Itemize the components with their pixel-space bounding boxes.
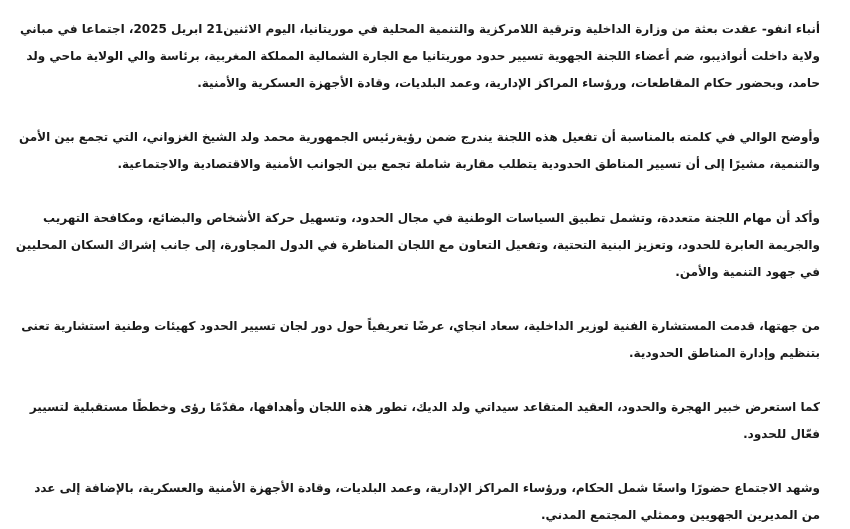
article-body: [14, 16, 820, 529]
paragraph-advisor-presentation: من جهتها، قدمت المستشارة الفنية لوزير الداخلية، سعاد انجاي، عرضًا تعريفياً حول دور لجان تسيير الحدود كهيئات وطنية استشارية تعنى بتنظيم وإدارة المناطق الحدودية.: [21, 319, 820, 360]
paragraph-intro: أنباء انفو- عقدت بعثة من وزارة الداخلية وترقية اللامركزية والتنمية المحلية في موريتانيا، اليوم الاثنين21 ابريل 2025، اجتماعا في مباني ولاية داخلت أنواذيبو، ضم أعضاء اللجنة الجهوية تسيير حدود موريتانيا مع الجارة الشمالية المملكة المغربية، برئاسة والي الولاية ماحي ولد حامد، وبحضور حكام المقاطعات، ورؤساء المراكز الإدارية، وعمد البلديات، وقادة الأجهزة العسكرية والأمنية.: [19, 22, 820, 90]
paragraph-committee-tasks: وأكد أن مهام اللجنة متعددة، وتشمل تطبيق السياسات الوطنية في مجال الحدود، وتسهيل حركة الأشخاص والبضائع، ومكافحة التهريب والجريمة العابرة للحدود، وتعزيز البنية التحتية، وتفعيل التعاون مع اللجان المناظرة في الدول المجاورة، إلى جانب إشراك السكان المحليين في جهود التنمية والأمن.: [15, 211, 820, 279]
paragraph-attendance: وشهد الاجتماع حضورًا واسعًا شمل الحكام، ورؤساء المراكز الإدارية، وعمد البلديات، وقادة الأجهزة الأمنية والعسكرية، بالإضافة إلى عدد من المديرين الجهويين وممثلي المجتمع المدني.: [34, 481, 820, 522]
paragraph-wali-speech: وأوضح الوالي في كلمته بالمناسبة أن تفعيل هذه اللجنة يندرج ضمن رؤيةرئيس الجمهورية محمد ولد الشيخ الغزواني، التي تجمع بين الأمن والتنمية، مشيرًا إلى أن تسيير المناطق الحدودية يتطلب مقاربة شاملة تجمع بين الجوانب الأمنية والاقتصادية والاجتماعية.: [18, 130, 820, 171]
paragraph-expert-review: كما استعرض خبير الهجرة والحدود، العقيد المتقاعد سيداتي ولد الديك، تطور هذه اللجان وأهدافها، مقدّمًا رؤى وخططًا مستقبلية لتسيير فعّال للحدود.: [29, 400, 820, 441]
